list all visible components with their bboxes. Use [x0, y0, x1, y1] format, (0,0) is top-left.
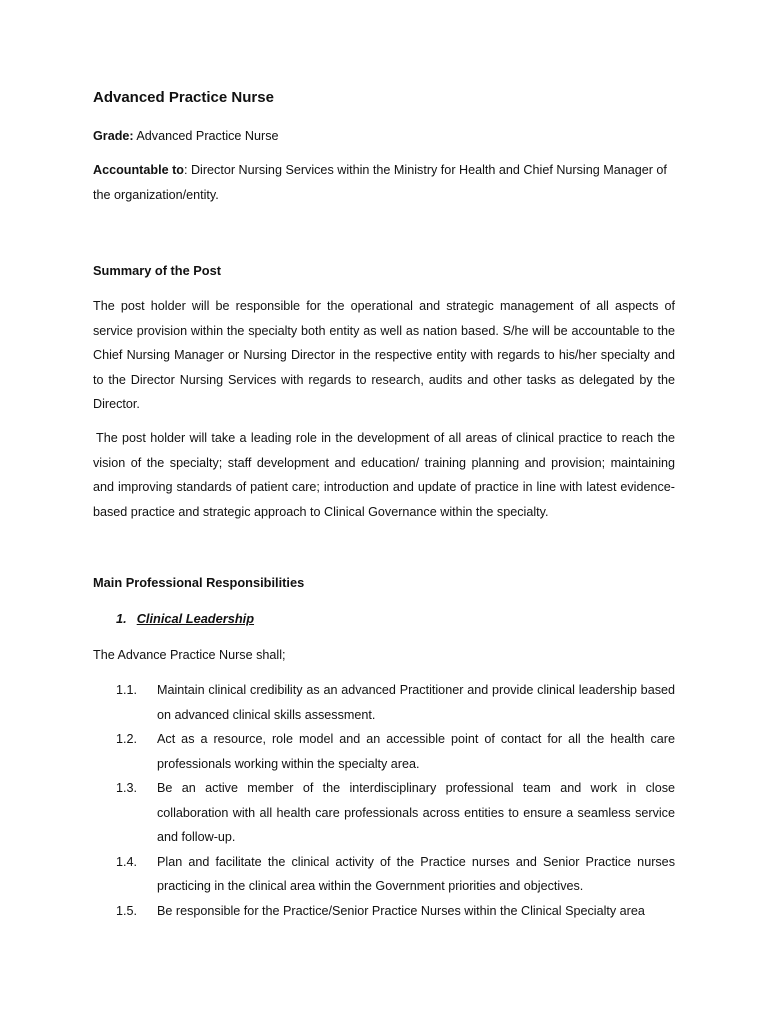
summary-paragraph-1	[93, 294, 675, 417]
responsibilities-list	[116, 678, 675, 923]
list-item-text: Maintain clinical credibility as an advanced Practitioner and provide clinical leadership based on advanced clinical skills assessment.	[157, 683, 675, 722]
list-item-text: Plan and facilitate the clinical activity of the Practice nurses and Senior Practice nurses practicing in the clinical area within the Government priorities and objectives.	[157, 854, 675, 893]
list-item-text: Be responsible for the Practice/Senior Practice Nurses within the Clinical Specialty area	[157, 903, 645, 918]
section-number: 1.	[116, 611, 127, 626]
summary-paragraph-2	[93, 426, 675, 524]
summary-text-2: The post holder will take a leading role in the development of all areas of clinical practice to reach the vision of the specialty; staff development and education/ training planning and provision; maintaining and improving standards of patient care; introduction and update of practice in line with latest evidence-based practice and strategic approach to Clinical Governance within the specialty.	[93, 431, 675, 519]
summary-section	[93, 263, 675, 278]
summary-text-1: The post holder will be responsible for the operational and strategic management of all aspects of service provision within the specialty both entity as well as nation based. S/he will be accountable to the Chief Nursing Manager or Nursing Director in the respective entity with regards to his/her specialty and to the Director Nursing Services with regards to research, audits and other tasks as delegated by the Director.	[93, 299, 675, 411]
list-item-number: 1.4.	[116, 854, 138, 869]
list-item-number: 1.2.	[116, 732, 138, 746]
list-item-number: 1.1.	[116, 683, 138, 697]
accountable-value: : Director Nursing Services within the Ministry for Health and Chief Nursing Manager of the organization/entity.	[93, 163, 667, 202]
list-item	[116, 776, 675, 850]
list-item	[116, 850, 675, 899]
list-item-number: 1.3.	[116, 781, 138, 795]
list-item-text: Act as a resource, role model and an accessible point of contact for all the health care professionals working within the specialty area.	[157, 732, 675, 771]
responsibilities-intro	[93, 643, 675, 668]
accountable-label: Accountable to	[93, 163, 184, 177]
list-item	[116, 899, 675, 924]
clinical-leadership-heading	[116, 611, 254, 626]
list-item	[116, 678, 675, 727]
responsibilities-heading: Main Professional Responsibilities	[93, 575, 305, 590]
grade-label: Grade:	[93, 129, 134, 143]
document-title: Advanced Practice Nurse	[93, 89, 274, 106]
intro-text: The Advance Practice Nurse shall;	[93, 648, 286, 662]
grade-value: Advanced Practice Nurse	[136, 129, 279, 143]
list-item-text: Be an active member of the interdisciplinary professional team and work in close collaboration with all health care professionals across entities to ensure a seamless service and follow-up.	[157, 781, 675, 844]
responsibilities-section	[93, 575, 675, 590]
section-title: Clinical Leadership	[136, 611, 255, 626]
summary-heading: Summary of the Post	[93, 263, 221, 278]
grade-line	[93, 124, 675, 149]
accountable-line	[93, 158, 675, 207]
list-item	[116, 727, 675, 776]
list-item-number: 1.5.	[116, 903, 138, 918]
